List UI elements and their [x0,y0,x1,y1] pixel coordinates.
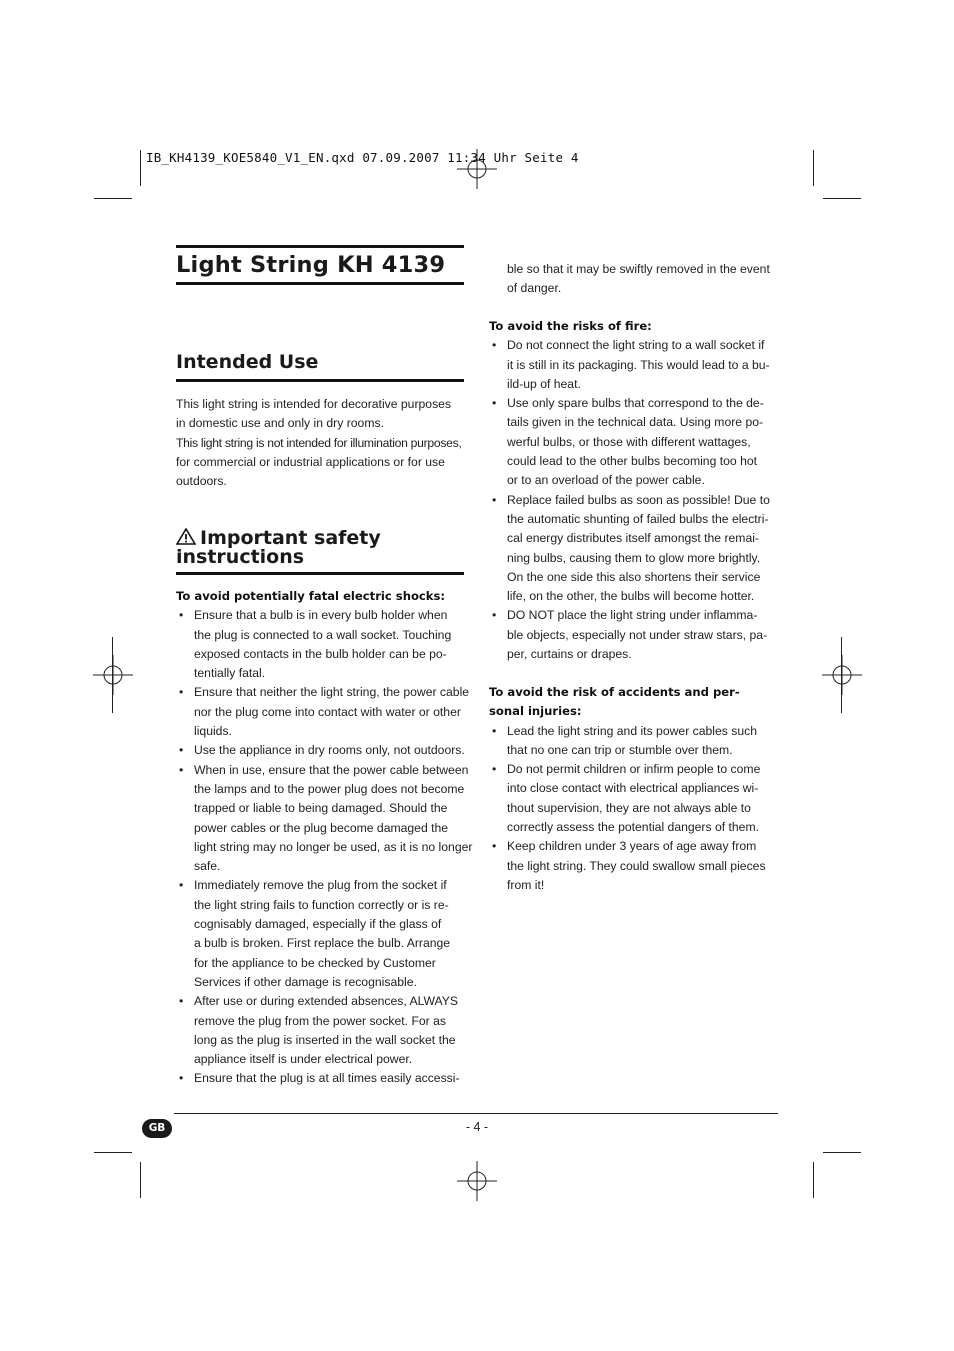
list-item [176,683,470,741]
crop-mark [823,1152,861,1153]
text-line: Services if other damage is recognisable. [194,974,417,989]
bullet: • [492,492,497,507]
text-line: tentially fatal. [194,666,266,681]
text-line: Immediately remove the plug from the socket if [194,878,447,893]
bullet: • [492,839,497,854]
shocks-section [176,587,473,1089]
text-line: Do not permit children or infirm people to come [507,762,761,777]
text-line: Use the appliance in dry rooms only, not outdoors. [194,743,465,758]
bullet: • [492,396,497,411]
accidents-subheading-line2: sonal injuries: [489,704,582,719]
accidents-list [489,722,777,896]
text-line: ild-up of heat. [507,376,581,391]
list-item [176,992,464,1069]
bullet: • [179,743,184,758]
shocks-subheading: To avoid potentially fatal electric shocks: [176,589,446,603]
text-line: ning bulbs, causing them to glow more brightly. [507,550,761,565]
language-badge: GB [142,1119,172,1138]
text-line: the light string fails to function correctly or is re- [194,897,449,912]
list-item [489,336,777,394]
bullet: • [492,723,497,738]
text-line: could lead to the other bulbs becoming too hot [507,454,758,469]
text-line: cognisably damaged, especially if the glass of [194,917,442,932]
page-title-box [176,245,464,285]
list-item [489,722,777,761]
text-line: cal energy distributes itself amongst the remai- [507,531,759,546]
bullet: • [492,338,497,353]
bullet: • [179,878,184,893]
list-item [489,606,777,664]
text-line: Keep children under 3 years of age away from [507,839,757,854]
text-line: This light string is intended for decorative purposes [176,397,452,411]
accidents-section [489,683,777,895]
text-line: werful bulbs, or those with different wattages, [507,434,751,449]
fire-subheading: To avoid the risks of fire: [489,319,652,333]
text-line: that no one can trip or stumble over them. [507,742,733,757]
safety-heading-box [176,528,464,575]
text-line: safe. [194,859,221,874]
text-line: This light string is not intended for illumination purposes, [176,435,462,450]
registration-mark-icon [457,1161,497,1201]
text-line: Ensure that the plug is at all times easily accessi- [194,1071,460,1086]
text-line: a bulb is broken. First replace the bulb. Arrange [194,936,451,951]
fire-list [489,336,777,664]
crop-mark [140,1162,141,1198]
text-line: from it! [507,877,545,892]
text-line: ble objects, especially not under straw stars, pa- [507,627,768,642]
bullet: • [179,994,184,1009]
page-title: Light String KH 4139 [176,252,446,278]
text-line: or to an overload of the power cable. [507,473,705,488]
text-line: Replace failed bulbs as soon as possible! Due to [507,492,770,507]
text-line: for the appliance to be checked by Customer [194,955,436,970]
bullet: • [492,762,497,777]
bullet: • [179,608,184,623]
page-number: - 4 - [465,1120,489,1134]
crop-mark [841,637,842,713]
crop-mark [94,1152,132,1153]
crop-mark [94,198,132,199]
bullet: • [492,608,497,623]
text-line: Use only spare bulbs that correspond to the de- [507,396,764,411]
footer-rule [174,1113,778,1114]
list-item [176,741,464,760]
text-line: Ensure that neither the light string, the power cable [194,685,470,700]
text-line: per, curtains or drapes. [507,647,632,662]
text-line: for commercial or industrial applications or for use [176,454,445,469]
bullet: • [179,685,184,700]
crop-mark [823,198,861,199]
text-line: Do not connect the light string to a wall socket if [507,338,765,353]
text-line: the lamps and to the power plug does not become [194,781,465,796]
fire-section [489,317,777,664]
text-line: After use or during extended absences, ALWAYS [194,994,458,1009]
registration-mark-icon [93,655,133,695]
text-line: long as the plug is inserted in the wall socket the [194,1032,456,1047]
bullet: • [179,762,184,777]
text-line: remove the plug from the power socket. For as [194,1013,446,1028]
safety-heading-line2: instructions [176,546,305,568]
text-line: the light string. They could swallow small pieces [507,858,766,873]
text-line: trapped or liable to being damaged. Should the [194,801,448,816]
list-item [176,876,464,992]
text-line: it is still in its packaging. This would lead to a bu- [507,357,770,372]
text-line: DO NOT place the light string under inflamma- [507,608,758,623]
crop-mark [112,637,113,713]
text-line: Lead the light string and its power cables such [507,723,757,738]
text-line: in domestic use and only in dry rooms. [176,416,384,431]
text-line: On the one side this also shortens their service [507,569,761,584]
list-item [489,837,777,895]
accidents-subheading-line1: To avoid the risk of accidents and per- [489,685,740,699]
text-line: correctly assess the potential dangers of them. [507,820,760,835]
crop-mark [140,150,141,186]
list-item [176,606,464,683]
list-item [489,491,777,607]
shocks-list [176,606,473,1088]
file-slug-line: IB_KH4139_KOE5840_V1_EN.qxd 07.09.2007 11:34 Uhr Seite 4 [146,150,579,165]
text-line: ble so that it may be swiftly removed in the event [507,262,770,276]
safety-heading-line1: Important safety [200,527,381,549]
intended-use-heading: Intended Use [176,351,319,373]
bullet: • [179,1071,184,1086]
text-line: light string may no longer be used, as it is no longer [194,839,473,854]
text-line: the plug is connected to a wall socket. Touching [194,627,452,642]
crop-mark [813,150,814,186]
text-line: nor the plug come into contact with water or other [194,704,461,719]
list-item [176,1069,464,1088]
text-line: power cables or the plug become damaged the [194,820,449,835]
continuation-text [507,260,779,299]
intended-use-heading-box [176,353,464,382]
text-line: into close contact with electrical appliances wi- [507,781,759,796]
text-line: When in use, ensure that the power cable between [194,762,469,777]
text-line: thout supervision, they are not always able to [507,800,751,815]
text-line: liquids. [194,724,232,739]
text-line: of danger. [507,281,562,296]
text-line: life, on the other, the bulbs will become hotter. [507,589,755,604]
text-line: Ensure that a bulb is in every bulb holder when [194,608,448,623]
warning-triangle-icon [176,528,196,545]
text-line: appliance itself is under electrical power. [194,1052,413,1067]
text-line: tails given in the technical data. Using more po- [507,415,764,430]
crop-mark [813,1162,814,1198]
list-item [489,760,777,837]
text-line: exposed contacts in the bulb holder can be po- [194,646,447,661]
list-item [176,761,473,877]
registration-mark-icon [822,655,862,695]
text-line: outdoors. [176,474,227,489]
text-line: the automatic shunting of failed bulbs the electri- [507,511,769,526]
list-item [489,394,777,490]
safety-heading [176,528,464,567]
intended-use-text [176,395,464,491]
